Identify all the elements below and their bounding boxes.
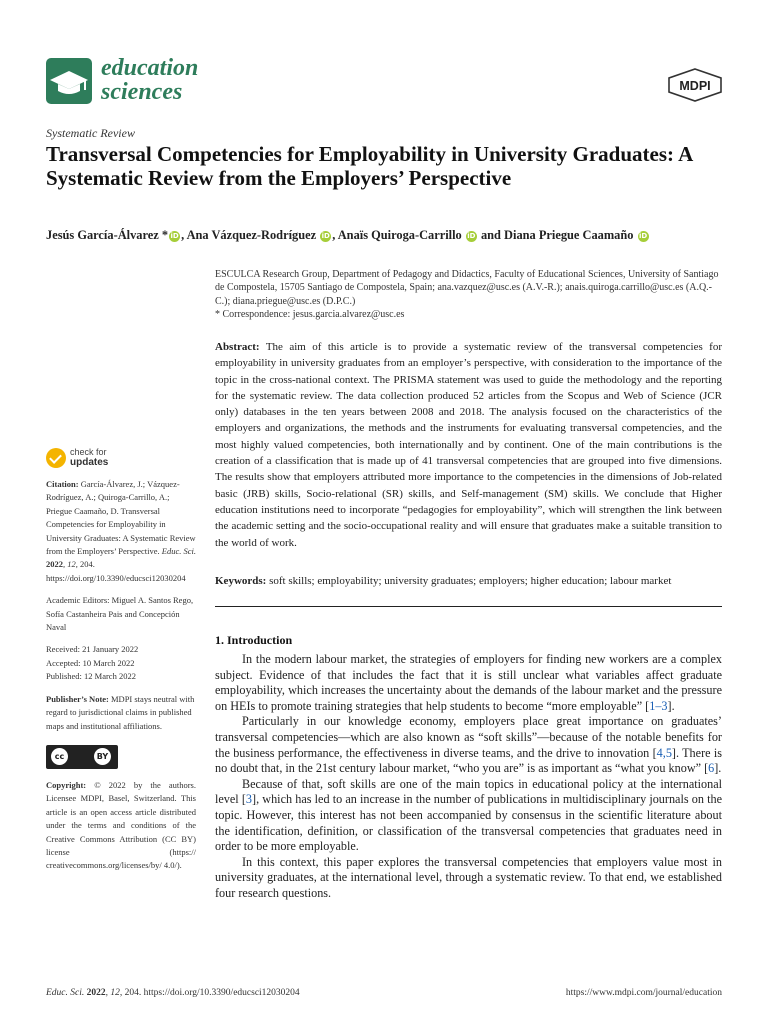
paragraph-1 [215, 652, 722, 714]
citation-label: Citation: [46, 479, 79, 489]
keywords-label: Keywords: [215, 575, 267, 587]
author-1[interactable]: Jesús García-Álvarez * [46, 228, 169, 242]
check-label: check for [70, 447, 107, 457]
by-icon: BY [94, 748, 111, 765]
citation [46, 478, 196, 585]
author-4[interactable]: and Diana Priegue Caamaño [477, 228, 634, 242]
checkmark-icon [46, 448, 66, 468]
publisher-note-label: Publisher’s Note: [46, 693, 109, 704]
check-for-updates-button[interactable] [46, 446, 196, 472]
footer-doi[interactable]: , 204. https://doi.org/10.3390/educsci12030204 [119, 988, 300, 998]
p1-text: In the modern labour market, the strategies of employers for finding new workers are a complex subject. Evidence of that includes the fact that it is still unclear what variables affect graduate employability, which increases the uncertainty about the demands of the labour market and the pressure on HEIs to promote training strategies that help students to become “more employable” [ [215, 652, 722, 713]
copyright [46, 779, 196, 873]
mdpi-logo [666, 68, 724, 102]
updates-label: updates [70, 457, 109, 468]
received-date: Received: 21 January 2022 [46, 644, 139, 655]
copyright-text: © 2022 by the authors. Licensee MDPI, Basel, Switzerland. This article is an open access article distributed under the terms and conditions of the Creative Commons Attribution (CC BY) license (https:// creativecommons.org/licenses/by/ 4.0/). [46, 779, 196, 871]
publisher-note [46, 693, 196, 733]
p3-end: ], which has led to an increase in the number of publications in multidisciplinary journals on the topic. However, this interest has not been accompanied by consensus in the scientific literature about the identification, definition, or classification of the transversal competencies that graduates need in order to be more employable. [215, 792, 722, 854]
cc-by-license-icon[interactable] [46, 745, 118, 769]
citation-link[interactable]: 4,5 [656, 745, 672, 760]
abstract-text: The aim of this article is to provide a systematic review of the transversal competencies for employability in university graduates from an employer’s perspective, with consideration to the importance of the topic in the cross-national context. The PRISMA statement was used to guide the methodology and the reporting for the systematic review. The data collection produced 52 articles from the Scopus and Web of Science (JCR only) databases in the ten years between 2008 and 2018. The analysis focused on the characteristics of the employers and organizations, the methods and the instruments for evaluating transversal competencies, and the most highly valued competencies, both internationally and by continent. One of the main contributions is the creation of a classification that is made up of 41 transversal competencies that are grouped into five dimensions. The results show that employers attributed more importance to the competencies in the dimensions of Job-related basic (JRB) skills, Socio-relational (SR) skills, and Self-management (SM) skills. We conclude that Higher education institutions need to incorporate “pedagogies for employability”, which will strengthen the link between the academic setting and the socio-occupational reality and will ensure that graduates make a suitable transition to the world of work. [215, 341, 722, 549]
correspondence[interactable]: * Correspondence: jesus.garcia.alvarez@usc.es [215, 308, 405, 320]
citation-doi[interactable]: , 204. https://doi.org/10.3390/educsci12030204 [46, 559, 186, 583]
publisher-note-text: MDPI stays neutral with regard to jurisdictional claims in published maps and institutional affiliations. [46, 693, 195, 731]
author-2[interactable]: , Ana Vázquez-Rodríguez [181, 228, 317, 242]
author-3[interactable]: , Anaïs Quiroga-Carrillo [332, 228, 462, 242]
journal-logo [46, 56, 246, 108]
p1-end: ]. [667, 698, 675, 713]
paragraph-2 [215, 714, 722, 776]
orcid-icon[interactable]: iD [467, 232, 476, 240]
orcid-icon[interactable]: iD [170, 232, 179, 240]
cc-icon: cc [51, 748, 68, 765]
published-date: Published: 12 March 2022 [46, 671, 136, 682]
p2-mid: ]. There is no doubt that, in the 21st century labour market, “who you are” is as important as “what you know” [ [215, 745, 722, 776]
footer-journal: Educ. Sci. [46, 988, 85, 998]
citation-text: García-Álvarez, J.; Vázquez-Rodríguez, A.; Quiroga-Carrillo, A.; Priegue Caamaño, D. Transversal Competencies for Employability in University Graduates: A Systematic Review from the Employers’ Perspective. [46, 479, 196, 557]
copyright-label: Copyright: [46, 779, 87, 790]
citation-link[interactable]: 1–3 [649, 698, 668, 713]
p2-end: ]. [714, 761, 722, 776]
p2-text: Particularly in our knowledge economy, employers place great importance on graduates’ transversal competencies—which are also known as “soft skills”—because of the notable benefits for the business performance, the effectiveness in diverse teams, and the drive to innovation [ [215, 714, 722, 760]
footer-year: 2022 [84, 988, 106, 998]
abstract-label: Abstract: [215, 341, 260, 353]
citation-link[interactable]: 6 [708, 761, 715, 776]
affiliation-block [215, 268, 725, 321]
paragraph-4: In this context, this paper explores the transversal competencies that employers value most in university graduates, at the international level, through a systematic review. To that end, we established four research questions. [215, 854, 722, 900]
citation-year: 2022 [46, 559, 63, 570]
journal-name-line1: education [101, 55, 199, 81]
introduction-body [215, 652, 722, 902]
orcid-icon[interactable]: iD [321, 232, 330, 240]
author-list [46, 228, 726, 243]
orcid-icon[interactable]: iD [638, 232, 648, 240]
article-type: Systematic Review [46, 126, 135, 140]
footer-url[interactable]: https://www.mdpi.com/journal/education [565, 988, 722, 998]
citation-journal: Educ. Sci. [161, 546, 196, 557]
keywords-text: soft skills; employability; university graduates; employers; higher education; labour market [266, 575, 672, 587]
journal-name [101, 56, 198, 104]
p3-text: Because of that, soft skills are one of the main topics in educational policy at the international level [ [215, 776, 722, 807]
abstract [215, 339, 722, 551]
paragraph-3 [215, 777, 722, 855]
footer-citation [46, 988, 300, 998]
graduation-cap-icon [46, 58, 92, 104]
publisher-name: MDPI [679, 79, 711, 93]
footer-volume: , 12 [105, 988, 120, 998]
section-divider [215, 606, 722, 607]
accepted-date: Accepted: 10 March 2022 [46, 657, 135, 668]
article-title: Transversal Competencies for Employability in University Graduates: A Systematic Review from the Employers’ Perspective [46, 142, 693, 190]
citation-link[interactable]: 3 [245, 792, 253, 807]
affiliation: ESCULCA Research Group, Department of Pedagogy and Didactics, Faculty of Educational Sciences, University of Santiago de Compostela, 15705 Santiago de Compostela, Spain; ana.vazquez@usc.es (A.V.-R.); anais.quiroga.carrillo@usc.es (A.Q.-C.); diana.priegue@usc.es (D.P.C.) [215, 269, 719, 307]
sidebar [46, 446, 196, 882]
section-heading: 1. Introduction [215, 633, 293, 647]
citation-volume: , 12 [63, 559, 76, 570]
keywords [215, 574, 722, 589]
academic-editors: Academic Editors: Miguel A. Santos Rego, Sofía Castanheira Pais and Concepción Naval [46, 595, 194, 633]
journal-name-line2: sciences [101, 79, 183, 105]
